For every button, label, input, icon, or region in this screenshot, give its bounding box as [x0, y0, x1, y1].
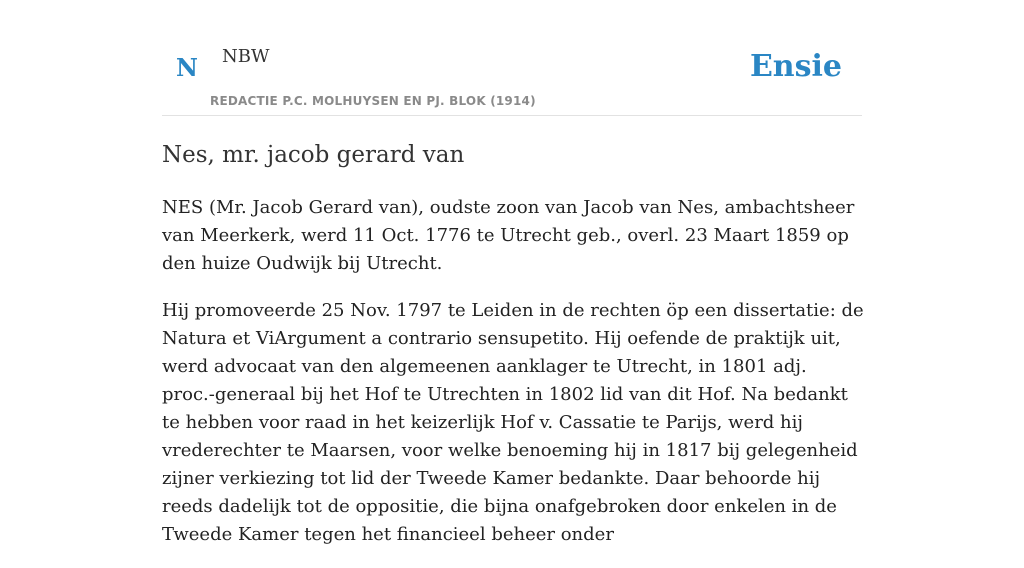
ensie-logo-link[interactable]: Ensie	[749, 49, 842, 84]
source-subtitle: REDACTIE P.C. MOLHUYSEN EN PJ. BLOK (1914)	[210, 94, 536, 108]
article-title: Nes, mr. jacob gerard van	[162, 142, 465, 168]
article-paragraph: Hij promoveerde 25 Nov. 1797 te Leiden in de rechten öp een dissertatie: de Natura et ViArgument a contrario sensupetito. Hij oefende de praktijk uit, werd advocaat van den algemeenen aanklager te Utrecht, in 1801 adj. proc.-generaal bij het Hof te Utrechten in 1802 lid van dit Hof. Na bedankt te hebben voor raad in het keizerlijk Hof v. Cassatie te Parijs, werd hij vrederechter te Maarsen, voor welke benoeming hij in 1817 bij gelegenheid zijner verkiezing tot lid der Tweede Kamer bedankte. Daar behoorde hij reeds dadelijk tot de oppositie, die bijna onafgebroken door enkelen in de Tweede Kamer tegen het financieel beheer onder	[162, 300, 864, 545]
article	[162, 140, 864, 568]
source-name-link[interactable]: NBW	[222, 46, 270, 67]
source-logo-icon[interactable]: N	[176, 53, 198, 82]
header	[162, 0, 862, 116]
article-paragraph: NES (Mr. Jacob Gerard van), oudste zoon van Jacob van Nes, ambachtsheer van Meerkerk, werd 11 Oct. 1776 te Utrecht geb., overl. 23 Maart 1859 op den huize Oudwijk bij Utrecht.	[162, 197, 855, 274]
